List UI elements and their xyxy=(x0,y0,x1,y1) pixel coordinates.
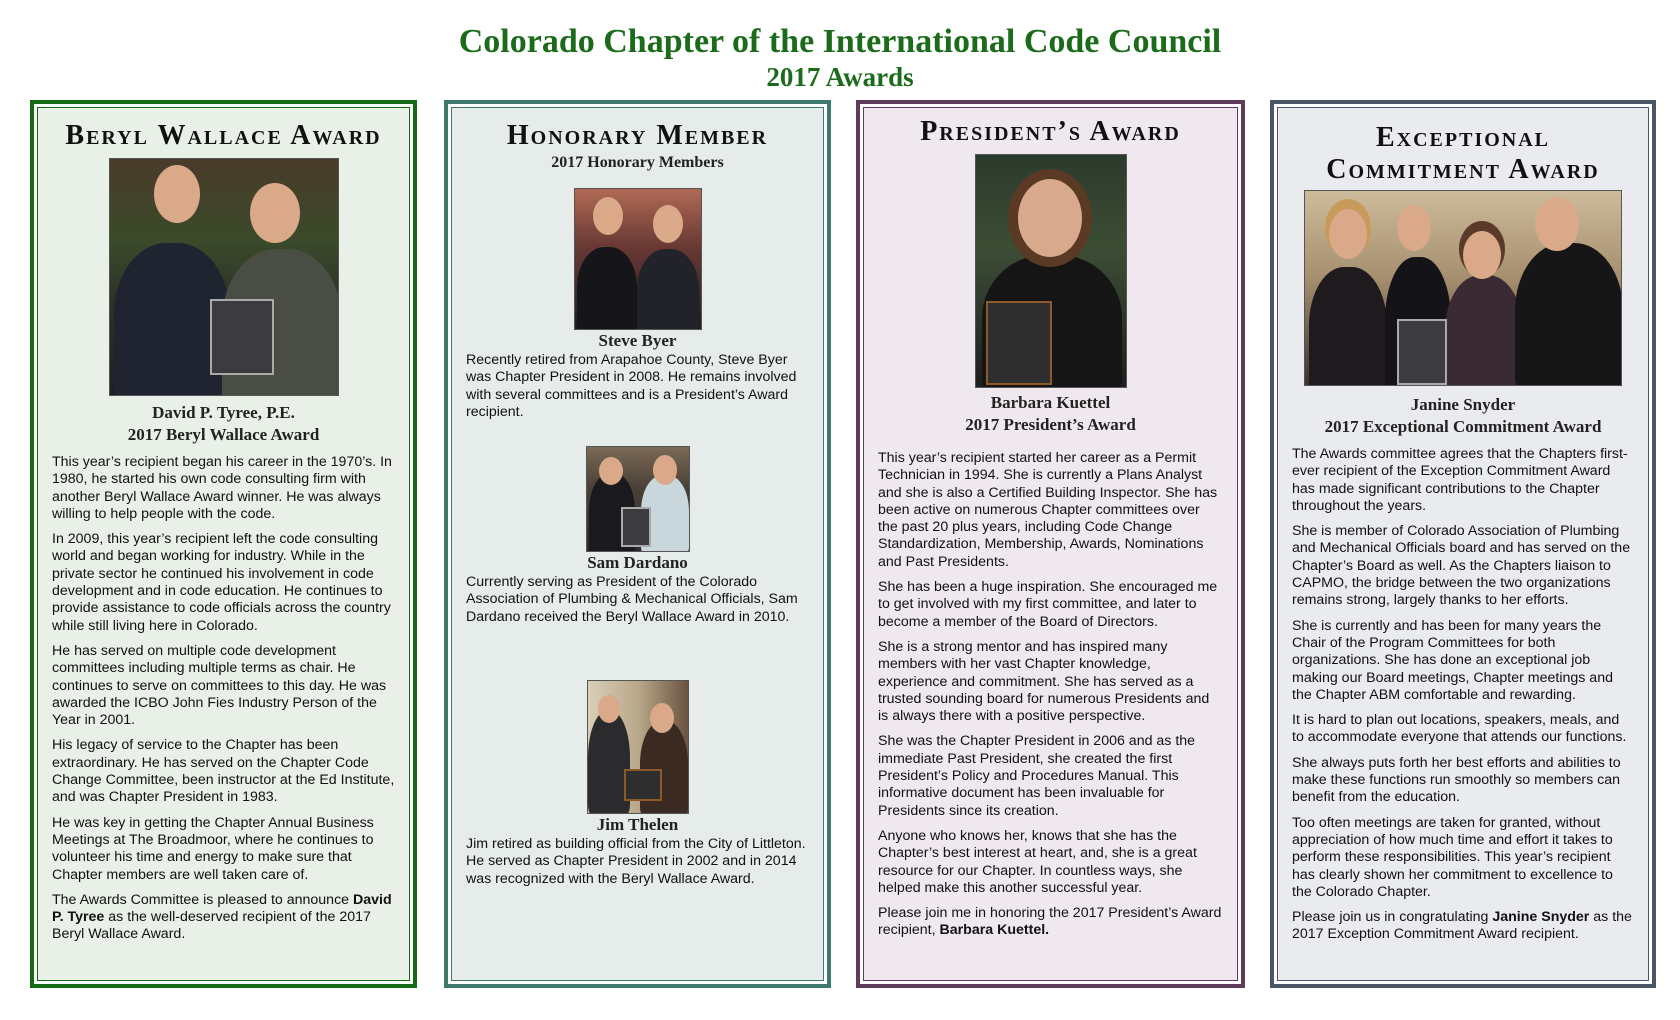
member-name: Sam Dardano xyxy=(587,553,688,572)
recipient-name: Barbara Kuettel xyxy=(990,393,1111,412)
beryl-wallace-panel xyxy=(30,100,417,988)
exceptional-commitment-panel xyxy=(1270,100,1656,988)
award-photo xyxy=(109,158,339,396)
award-title: Honorary Member xyxy=(506,120,769,151)
paragraph: She is a strong mentor and has inspired many members with her vast Chapter knowledge, experience and commitment. She has served as a trusted sounding board for numerous Presidents and is always there with a positive perspective. xyxy=(878,638,1210,725)
page-header xyxy=(0,22,1680,92)
paragraph: He has served on multiple code development committees including multiple terms as chair. He continues to serve on committees to this day. He was awarded the ICBO John Fies Industry Person of the Year in 2001. xyxy=(52,642,387,729)
award-name: 2017 President’s Award xyxy=(965,415,1136,434)
paragraph: She is member of Colorado Association of Plumbing and Mechanical Officials board and has served on the Chapter’s Board as well. As the Chapters liaison to CAPMO, the bridge between the two organizations remains strong, largely thanks to her efforts. xyxy=(1292,523,1631,609)
recipient-name: David P. Tyree, P.E. xyxy=(152,403,295,422)
page-title: Colorado Chapter of the International Code Council xyxy=(458,23,1222,60)
recipient-name: Janine Snyder xyxy=(1410,395,1516,414)
paragraph: She was the Chapter President in 2006 and as the immediate Past President, she created the first President’s Policy and Procedures Manual. This informative document has been invaluable for Presidents since its creation. xyxy=(878,733,1196,819)
member-text: Recently retired from Arapahoe County, Steve Byer was Chapter President in 2008. He remains involved with several committees and is a President’s Award recipient. xyxy=(466,352,797,420)
award-title: Exceptional Commitment Award xyxy=(1326,122,1600,185)
paragraph: This year’s recipient started her career as a Permit Technician in 1994. She is currently a Plans Analyst and she is also a Certified Building Inspector. She has been active on numerous Chapter committees over the past 20 plus years, including Code Change Standardization, Membership, Awards, Nominations and Past Presidents. xyxy=(878,450,1218,570)
award-photo xyxy=(975,154,1127,388)
member-name: Jim Thelen xyxy=(596,815,679,834)
paragraph: Anyone who knows her, knows that she has the Chapter’s best interest at heart, and, she is a great resource for our Chapter. In countless ways, she helped make this another successful year. xyxy=(878,827,1197,896)
member-photo xyxy=(587,680,689,814)
closing-paragraph: Please join us in congratulating Janine Snyder as the 2017 Exception Commitment Award recipient. xyxy=(1292,909,1632,943)
paragraph: This year’s recipient began his career in the 1970’s. In 1980, he started his own code consulting firm with another Beryl Wallace Award winner. He was always willing to help people with the code. xyxy=(52,454,392,522)
paragraph: She is currently and has been for many years the Chair of the Program Committees for both organizations. She has done an exceptional job making our Board meetings, Chapter meetings and the Chapter ABM comfortable and rewarding. xyxy=(1292,617,1613,703)
member-text: Currently serving as President of the Colorado Association of Plumbing & Mechanical Officials, Sam Dardano received the Beryl Wallace Award in 2010. xyxy=(466,574,798,625)
member-photo xyxy=(586,446,690,552)
paragraph: He was key in getting the Chapter Annual Business Meetings at The Broadmoor, where he continues to volunteer his time and energy to make sure that Chapter members are well taken care of. xyxy=(52,814,374,883)
paragraph: In 2009, this year’s recipient left the code consulting world and began working for industry. While in the private sector he continued his involvement in code development and in code education. He continues to provide assistance to code officials across the country while still living here in Colorado. xyxy=(52,531,391,634)
paragraph: She has been a huge inspiration. She encouraged me to get involved with my first committee, and later to become a member of the Board of Directors. xyxy=(878,579,1218,630)
paragraph: His legacy of service to the Chapter has been extraordinary. He has served on the Chapter Code Change Committee, been instructor at the Ed Institute, and was Chapter President in 1983. xyxy=(52,737,395,806)
paragraph: Too often meetings are taken for granted, without appreciation of how much time and effort it takes to perform these responsibilities. This year’s recipient has clearly shown her commitment to excellence to the Colorado Chapter. xyxy=(1292,814,1613,900)
honorary-subtitle: 2017 Honorary Members xyxy=(551,154,724,171)
paragraph: It is hard to plan out locations, speakers, meals, and to accommodate everyone that attends our functions. xyxy=(1292,712,1627,746)
paragraph: She always puts forth her best efforts and abilities to make these functions run smoothly so members can benefit from the education. xyxy=(1292,754,1621,806)
honorary-member-panel xyxy=(444,100,831,988)
member-photo xyxy=(574,188,702,330)
award-title: President’s Award xyxy=(920,116,1181,147)
member-text: Jim retired as building official from the City of Littleton. He served as Chapter President in 2002 and in 2014 was recognized with the Beryl Wallace Award. xyxy=(466,836,806,887)
page-subtitle: 2017 Awards xyxy=(766,62,914,92)
award-name: 2017 Exceptional Commitment Award xyxy=(1324,417,1602,436)
award-name: 2017 Beryl Wallace Award xyxy=(127,425,320,444)
member-name: Steve Byer xyxy=(598,331,677,350)
closing-paragraph: Please join me in honoring the 2017 President’s Award recipient, Barbara Kuettel. xyxy=(878,905,1222,939)
presidents-award-panel xyxy=(856,100,1245,988)
award-photo xyxy=(1304,190,1622,386)
award-title: Beryl Wallace Award xyxy=(65,120,382,151)
paragraph: The Awards committee agrees that the Chapters first-ever recipient of the Exception Commitment Award has made significant contributions to the Chapter throughout the years. xyxy=(1292,446,1628,514)
closing-paragraph: The Awards Committee is pleased to announce David P. Tyree as the well-deserved recipient of the 2017 Beryl Wallace Award. xyxy=(52,891,392,943)
